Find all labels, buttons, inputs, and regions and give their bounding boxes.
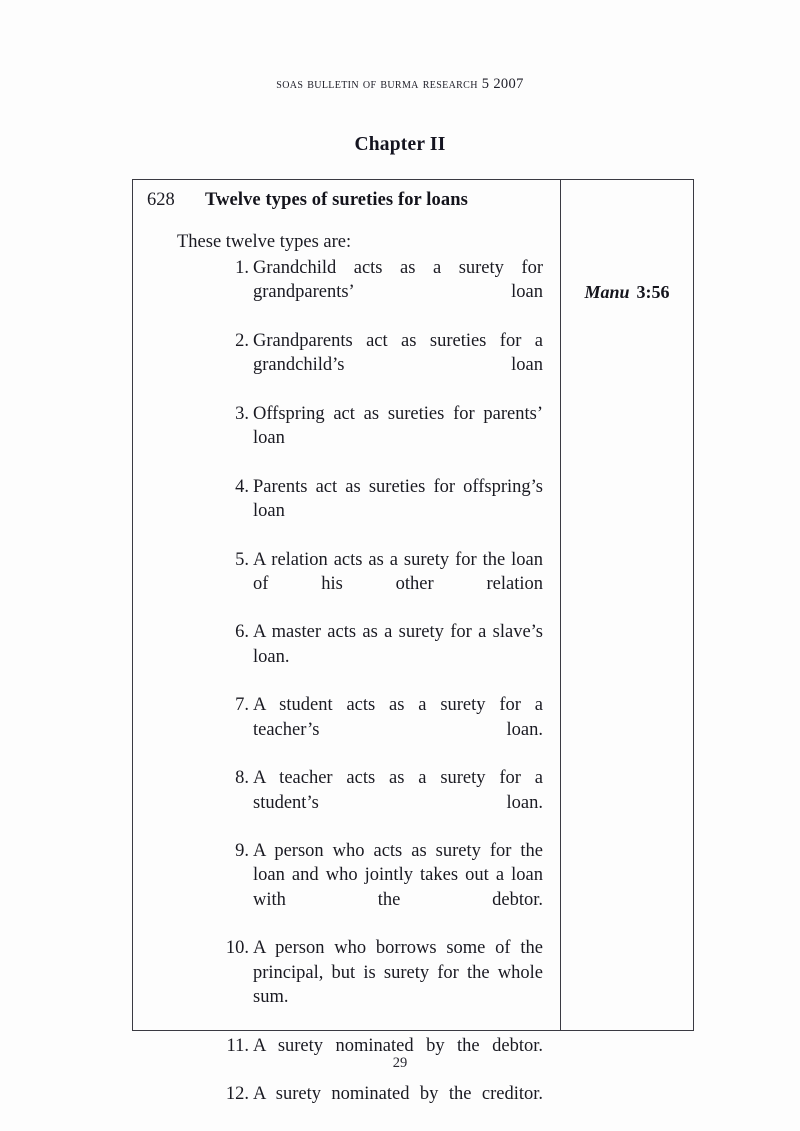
list-item-text: Grandchild acts as a surety for grandparents’ loan: [253, 258, 543, 303]
running-header: soas bulletin of burma research 5 2007: [276, 76, 524, 92]
intro-line: These twelve types are:: [177, 232, 352, 252]
list-item: [235, 402, 543, 475]
list-item-text: A relation acts as a surety for the loan of his other relation: [253, 549, 543, 594]
list-item: [235, 475, 543, 548]
list-item-marker: 9.: [235, 841, 249, 862]
list-item: [235, 839, 543, 936]
list-item: [235, 256, 543, 329]
entry-citation-column: [561, 180, 693, 1030]
list-item-text: Offspring act as sureties for parents’ loan: [253, 403, 543, 449]
entry-body: [133, 232, 560, 1131]
citation-source: Manu: [584, 282, 630, 302]
list-item-text: A surety nominated by the creditor.: [253, 1084, 543, 1105]
list-item-marker: 7.: [235, 695, 249, 716]
citation: [561, 282, 693, 303]
list-item: [235, 620, 543, 693]
list-item-text: Grandparents act as sureties for a grandchild’s loan: [253, 330, 543, 376]
list-item-marker: 10.: [225, 938, 249, 959]
list-item-marker: 6.: [235, 622, 249, 643]
list-item-marker: 3.: [235, 403, 249, 424]
list-item: [235, 766, 543, 839]
list-item-marker: 2.: [235, 330, 249, 351]
list-item-marker: 5.: [235, 549, 249, 570]
list-item-text: A student acts as a surety for a teacher’s loan.: [253, 695, 543, 740]
list-item-marker: 1.: [235, 258, 249, 278]
types-list: [145, 256, 548, 1131]
list-item-text: A person who acts as surety for the loan and who jointly takes out a loan with the debtor.: [253, 841, 543, 910]
list-item-text: A master acts as a surety for a slave’s loan.: [253, 622, 543, 667]
list-item: [225, 1082, 543, 1131]
list-item-marker: 11.: [226, 1035, 249, 1056]
list-item: [235, 693, 543, 766]
page-number: 29: [392, 1055, 408, 1071]
list-item: [235, 329, 543, 402]
list-item-text: A surety nominated by the debtor.: [253, 1035, 543, 1056]
list-item-marker: 4.: [235, 476, 249, 497]
list-item: [235, 548, 543, 621]
list-item-text: A person who borrows some of the principal, but is surety for the whole sum.: [253, 938, 543, 1007]
list-item-text: A teacher acts as a surety for a student’s loan.: [253, 768, 543, 813]
list-item-marker: 12.: [225, 1084, 249, 1105]
citation-reference: 3:56: [636, 282, 670, 302]
list-item: [225, 936, 543, 1033]
chapter-title: Chapter II: [354, 134, 446, 155]
entry-header-row: [133, 180, 560, 210]
entry-title: Twelve types of sureties for loans: [205, 190, 468, 210]
list-item-text: Parents act as sureties for offspring’s loan: [253, 476, 543, 521]
list-item-marker: 8.: [235, 768, 249, 789]
entry-number: 628: [147, 190, 175, 210]
